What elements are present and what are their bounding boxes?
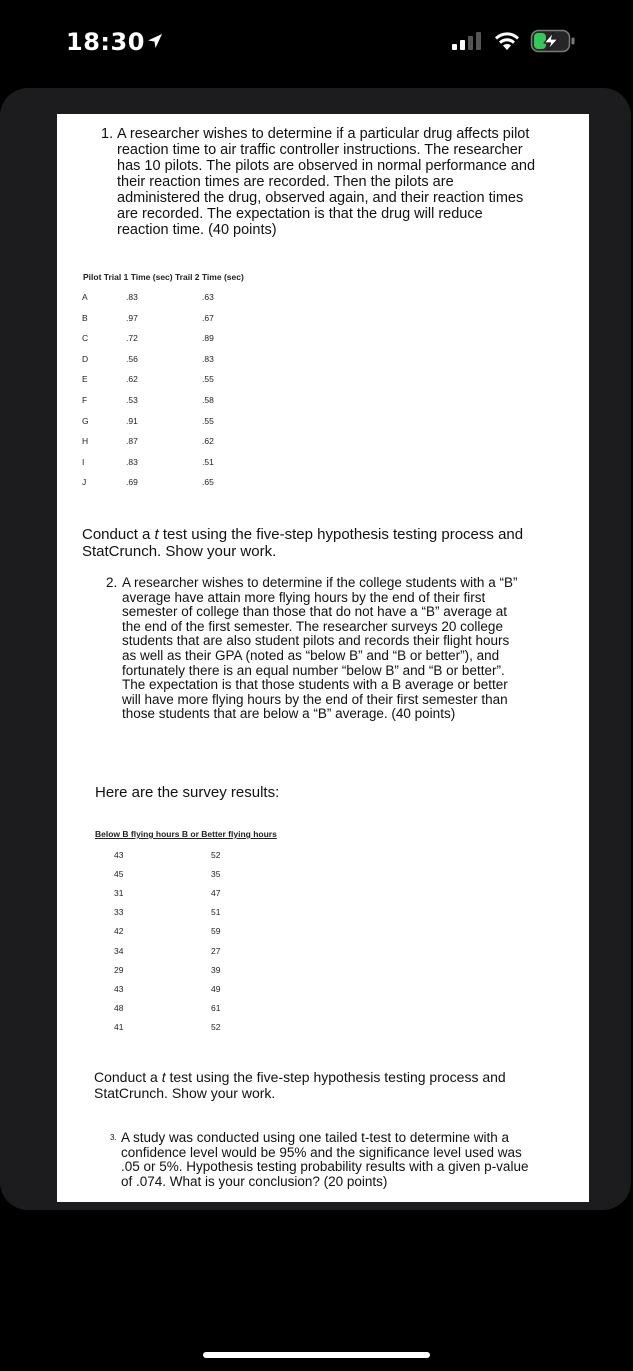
b-or-better-hours: 27 xyxy=(211,945,221,956)
pilot-label: A xyxy=(82,292,88,302)
question-3 xyxy=(110,1130,531,1189)
question-3-text: A study was conducted using one tailed t-test to determine with a confidence level would be 95% and the significance level used was .05 or 5%. Hypothesis testing probability results with a given p-value of .074. What is your conclusion? (20 points) xyxy=(121,1130,529,1189)
pilot-label: H xyxy=(82,436,89,447)
below-b-hours: 31 xyxy=(114,888,124,899)
trial-1-time: .91 xyxy=(126,415,138,426)
trial-2-time: .63 xyxy=(202,292,214,302)
b-or-better-hours: 39 xyxy=(211,964,221,975)
document-page xyxy=(57,114,589,1202)
below-b-hours: 33 xyxy=(114,907,124,918)
b-or-better-hours: 51 xyxy=(211,907,221,918)
below-b-hours: 48 xyxy=(114,1002,124,1013)
pilot-label: E xyxy=(82,374,88,385)
instruction-2-t: t xyxy=(161,1069,166,1085)
below-b-hours: 43 xyxy=(114,850,124,860)
trial-1-time: .83 xyxy=(126,292,138,302)
b-or-better-hours: 52 xyxy=(211,1021,221,1032)
instruction-1 xyxy=(82,526,562,560)
trial-2-time: .65 xyxy=(202,477,214,488)
below-b-hours: 34 xyxy=(114,945,124,956)
trial-1-time: .56 xyxy=(126,353,138,364)
below-b-hours: 45 xyxy=(114,869,124,880)
trial-1-time: .69 xyxy=(126,477,138,488)
trial-1-time: .72 xyxy=(126,333,138,344)
trial-2-time: .51 xyxy=(202,456,214,467)
trial-2-time: .67 xyxy=(202,312,214,323)
flying-table-header: Below B flying hours B or Better flying hours xyxy=(95,829,277,839)
b-or-better-hours: 52 xyxy=(211,850,221,860)
question-1-text: A researcher wishes to determine if a particular drug affects pilot reaction time to air traffic controller instructions. The researcher has 10 pilots. The pilots are observed in normal performance and their reaction times are recorded. Then the pilots are administered the drug, observed again, and their reaction times are recorded. The expectation is that the drug will reduce reaction time. (40 points) xyxy=(117,126,536,238)
trial-2-time: .89 xyxy=(202,333,214,344)
pilot-label: J xyxy=(82,477,87,488)
trial-1-time: .87 xyxy=(126,436,138,447)
status-time: 18:30 xyxy=(66,28,145,56)
trial-2-time: .83 xyxy=(202,353,214,364)
location-arrow-icon xyxy=(146,32,164,50)
b-or-better-hours: 47 xyxy=(211,888,221,899)
pilot-label: D xyxy=(82,353,89,364)
instruction-2-pre: Conduct a xyxy=(94,1069,162,1085)
image-viewer[interactable] xyxy=(0,88,631,1210)
b-or-better-hours: 59 xyxy=(211,926,221,937)
instruction-1-t: t xyxy=(154,526,159,543)
instruction-2-post: test using the five-step hypothesis testing process and StatCrunch. Show your work. xyxy=(94,1069,506,1101)
instruction-1-post: test using the five-step hypothesis testing process and StatCrunch. Show your work. xyxy=(82,526,524,560)
pilot-label: F xyxy=(82,395,88,405)
trial-2-time: .58 xyxy=(202,395,214,405)
instruction-1-pre: Conduct a xyxy=(82,526,155,543)
question-1 xyxy=(101,126,537,238)
trial-2-time: .55 xyxy=(202,415,214,426)
pilot-label: C xyxy=(82,333,89,344)
b-or-better-hours: 49 xyxy=(211,983,221,994)
trial-2-time: .55 xyxy=(202,374,214,385)
pilot-label: G xyxy=(82,415,89,426)
question-1-number: 1. xyxy=(101,126,114,142)
battery-charging-icon xyxy=(530,29,576,53)
trial-1-time: .62 xyxy=(126,374,138,385)
wifi-icon xyxy=(494,31,520,51)
below-b-hours: 41 xyxy=(114,1021,124,1032)
instruction-2 xyxy=(94,1069,544,1101)
pilot-label: I xyxy=(82,456,85,467)
home-indicator[interactable] xyxy=(203,1352,430,1358)
pilot-label: B xyxy=(82,312,88,323)
b-or-better-hours: 35 xyxy=(211,869,221,880)
trial-1-time: .97 xyxy=(126,312,138,323)
b-or-better-hours: 61 xyxy=(211,1002,221,1013)
question-2 xyxy=(106,575,522,722)
trial-1-time: .83 xyxy=(126,456,138,467)
question-3-number: 3. xyxy=(110,1133,117,1142)
pilot-table-header: Pilot Trial 1 Time (sec) Trail 2 Time (sec) xyxy=(83,272,244,282)
trial-2-time: .62 xyxy=(202,436,214,447)
trial-1-time: .53 xyxy=(126,395,138,405)
survey-intro: Here are the survey results: xyxy=(95,784,280,801)
below-b-hours: 29 xyxy=(114,964,124,975)
below-b-hours: 42 xyxy=(114,926,124,937)
question-2-text: A researcher wishes to determine if the college students with a “B” average have attain more flying hours by the end of their first semester of college than those that do not have a “B” average at the end of the first semester. The researcher surveys 20 college students that are also student pilots and records their flight hours as well as their GPA (noted as “below B” and “B or better”), and fortunately there is an equal number “below B” and “B or better”. The expectation is that those students with a B average or better will have more flying hours by the end of their first semester than those students that are below a “B” average. (40 points) xyxy=(122,575,518,722)
question-2-number: 2. xyxy=(106,575,118,590)
below-b-hours: 43 xyxy=(114,983,124,994)
cellular-signal-icon xyxy=(452,32,482,50)
